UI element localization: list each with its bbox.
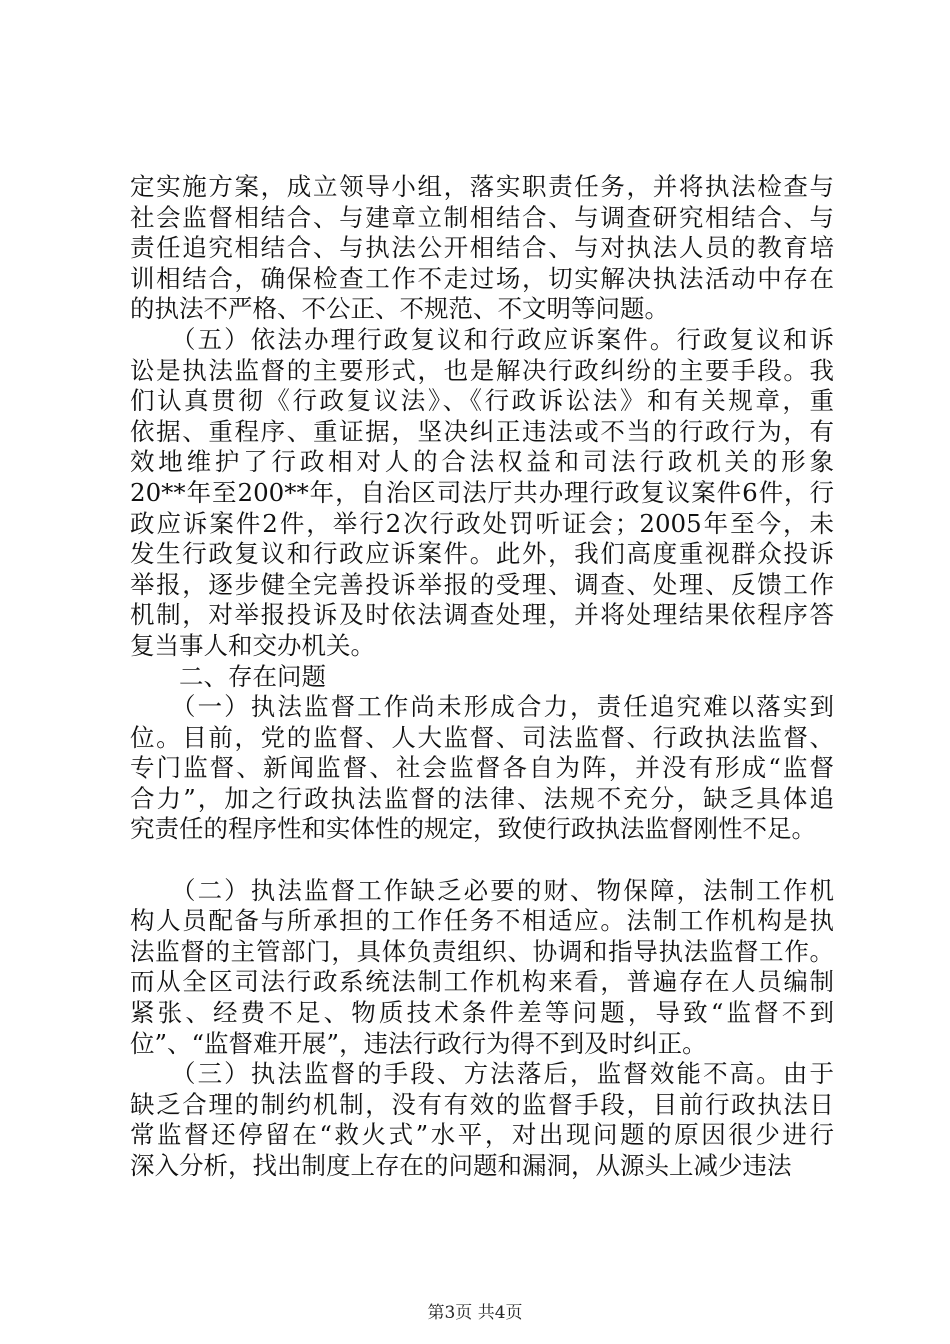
text-line: 发生行政复议和行政应诉案件。此外，我们高度重视群众投诉 (130, 539, 834, 569)
text-line: 位”、“监督难开展”，违法行政行为得不到及时纠正。 (130, 1028, 707, 1058)
text-line: 复当事人和交办机关。 (130, 630, 375, 660)
text-line: 究责任的程序性和实体性的规定，致使行政执法监督刚性不足。 (130, 814, 816, 844)
text-line: 法监督的主管部门，具体负责组织、协调和指导执法监督工作。 (130, 936, 834, 966)
text-line: 合力”，加之行政执法监督的法律、法规不充分，缺乏具体追 (130, 783, 834, 813)
text-line: 效地维护了行政相对人的合法权益和司法行政机关的形象 (130, 447, 834, 477)
blank-line (130, 845, 834, 876)
text-line: 构人员配备与所承担的工作任务不相适应。法制工作机构是执 (130, 906, 834, 936)
text-line: 依据、重程序、重证据，坚决纠正违法或不当的行政行为，有 (130, 416, 834, 446)
text-line: 缺乏合理的制约机制，没有有效的监督手段，目前行政执法日 (130, 1089, 834, 1119)
text-line: 举报，逐步健全完善投诉举报的受理、调查、处理、反馈工作 (130, 569, 834, 599)
text-line: 位。目前，党的监督、人大监督、司法监督、行政执法监督、 (130, 722, 834, 752)
text-line: 机制，对举报投诉及时依法调查处理，并将处理结果依程序答 (130, 600, 834, 630)
text-line: 的执法不严格、不公正、不规范、不文明等问题。 (130, 294, 669, 324)
text-line: （二）执法监督工作缺乏必要的财、物保障，法制工作机 (130, 875, 834, 905)
text-line: 紧张、经费不足、物质技术条件差等问题，导致“监督不到 (130, 998, 834, 1028)
text-line: （三）执法监督的手段、方法落后，监督效能不高。由于 (130, 1059, 834, 1089)
text-line: 讼是执法监督的主要形式，也是解决行政纠纷的主要手段。我 (130, 355, 834, 385)
text-line: 责任追究相结合、与执法公开相结合、与对执法人员的教育培 (130, 233, 834, 263)
text-line: 政应诉案件2件，举行2次行政处罚听证会；2005年至今，未 (130, 508, 834, 538)
body-text (130, 172, 834, 1182)
text-line: 常监督还停留在“救火式”水平，对出现问题的原因很少进行 (130, 1120, 834, 1150)
text-line: （一）执法监督工作尚未形成合力，责任追究难以落实到 (130, 692, 834, 722)
text-line: 20**年至200**年，自治区司法厅共办理行政复议案件6件，行 (130, 477, 834, 507)
text-line: 们认真贯彻《行政复议法》、《行政诉讼法》和有关规章，重 (130, 386, 834, 416)
text-line: 定实施方案，成立领导小组，落实职责任务，并将执法检查与 (130, 172, 834, 201)
text-line: （五）依法办理行政复议和行政应诉案件。行政复议和诉 (130, 324, 834, 354)
text-line: 深入分析，找出制度上存在的问题和漏洞，从源头上减少违法 (130, 1151, 792, 1180)
text-line: 而从全区司法行政系统法制工作机构来看，普遍存在人员编制 (130, 967, 834, 997)
text-line: 专门监督、新闻监督、社会监督各自为阵，并没有形成“监督 (130, 753, 834, 783)
text-line: 训相结合，确保检查工作不走过场，切实解决执法活动中存在 (130, 263, 834, 293)
text-line: 社会监督相结合、与建章立制相结合、与调查研究相结合、与 (130, 202, 834, 232)
text-line: 二、存在问题 (130, 661, 326, 691)
page-footer: 第3页 共4页 (427, 1303, 523, 1323)
